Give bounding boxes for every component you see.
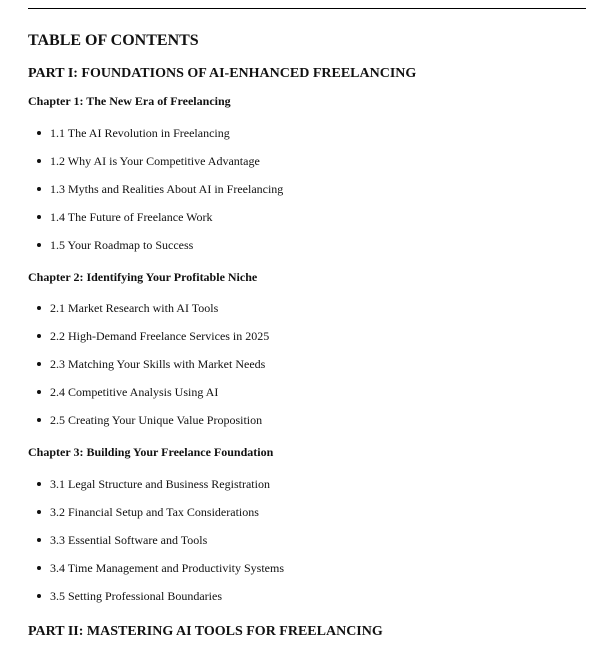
section-title: 1.3 Myths and Realities About AI in Freelancing [50,182,284,196]
bullet-icon [37,510,41,514]
bullet-icon [37,390,41,394]
toc-title: TABLE OF CONTENTS [28,32,199,49]
chapter-1-heading: Chapter 1: The New Era of Freelancing [28,94,231,108]
section-title: 3.3 Essential Software and Tools [50,533,208,547]
section-title: 2.1 Market Research with AI Tools [50,301,219,315]
bullet-icon [37,159,41,163]
section-title: 3.1 Legal Structure and Business Registration [50,477,270,491]
bullet-icon [37,131,41,135]
bullet-icon [37,306,41,310]
part-1-heading: PART I: FOUNDATIONS OF AI-ENHANCED FREELANCING [28,66,417,81]
bullet-icon [37,482,41,486]
bullet-icon [37,538,41,542]
section-title: 2.3 Matching Your Skills with Market Needs [50,357,266,371]
section-title: 1.5 Your Roadmap to Success [50,238,194,252]
section-title: 1.4 The Future of Freelance Work [50,210,213,224]
chapter-2-heading: Chapter 2: Identifying Your Profitable Niche [28,270,258,284]
bullet-icon [37,215,41,219]
section-title: 1.2 Why AI is Your Competitive Advantage [50,154,260,168]
section-title: 3.2 Financial Setup and Tax Considerations [50,505,259,519]
bullet-icon [37,362,41,366]
top-divider [28,8,586,9]
bullet-icon [37,418,41,422]
section-title: 1.1 The AI Revolution in Freelancing [50,126,230,140]
part-2-heading: PART II: MASTERING AI TOOLS FOR FREELANCING [28,624,383,639]
section-title: 3.4 Time Management and Productivity Systems [50,561,284,575]
bullet-icon [37,187,41,191]
section-title: 3.5 Setting Professional Boundaries [50,589,222,603]
bullet-icon [37,566,41,570]
bullet-icon [37,243,41,247]
section-title: 2.2 High-Demand Freelance Services in 2025 [50,329,270,343]
bullet-icon [37,334,41,338]
bullet-icon [37,594,41,598]
chapter-3-heading: Chapter 3: Building Your Freelance Foundation [28,445,274,459]
section-title: 2.4 Competitive Analysis Using AI [50,385,219,399]
section-title: 2.5 Creating Your Unique Value Proposition [50,413,263,427]
